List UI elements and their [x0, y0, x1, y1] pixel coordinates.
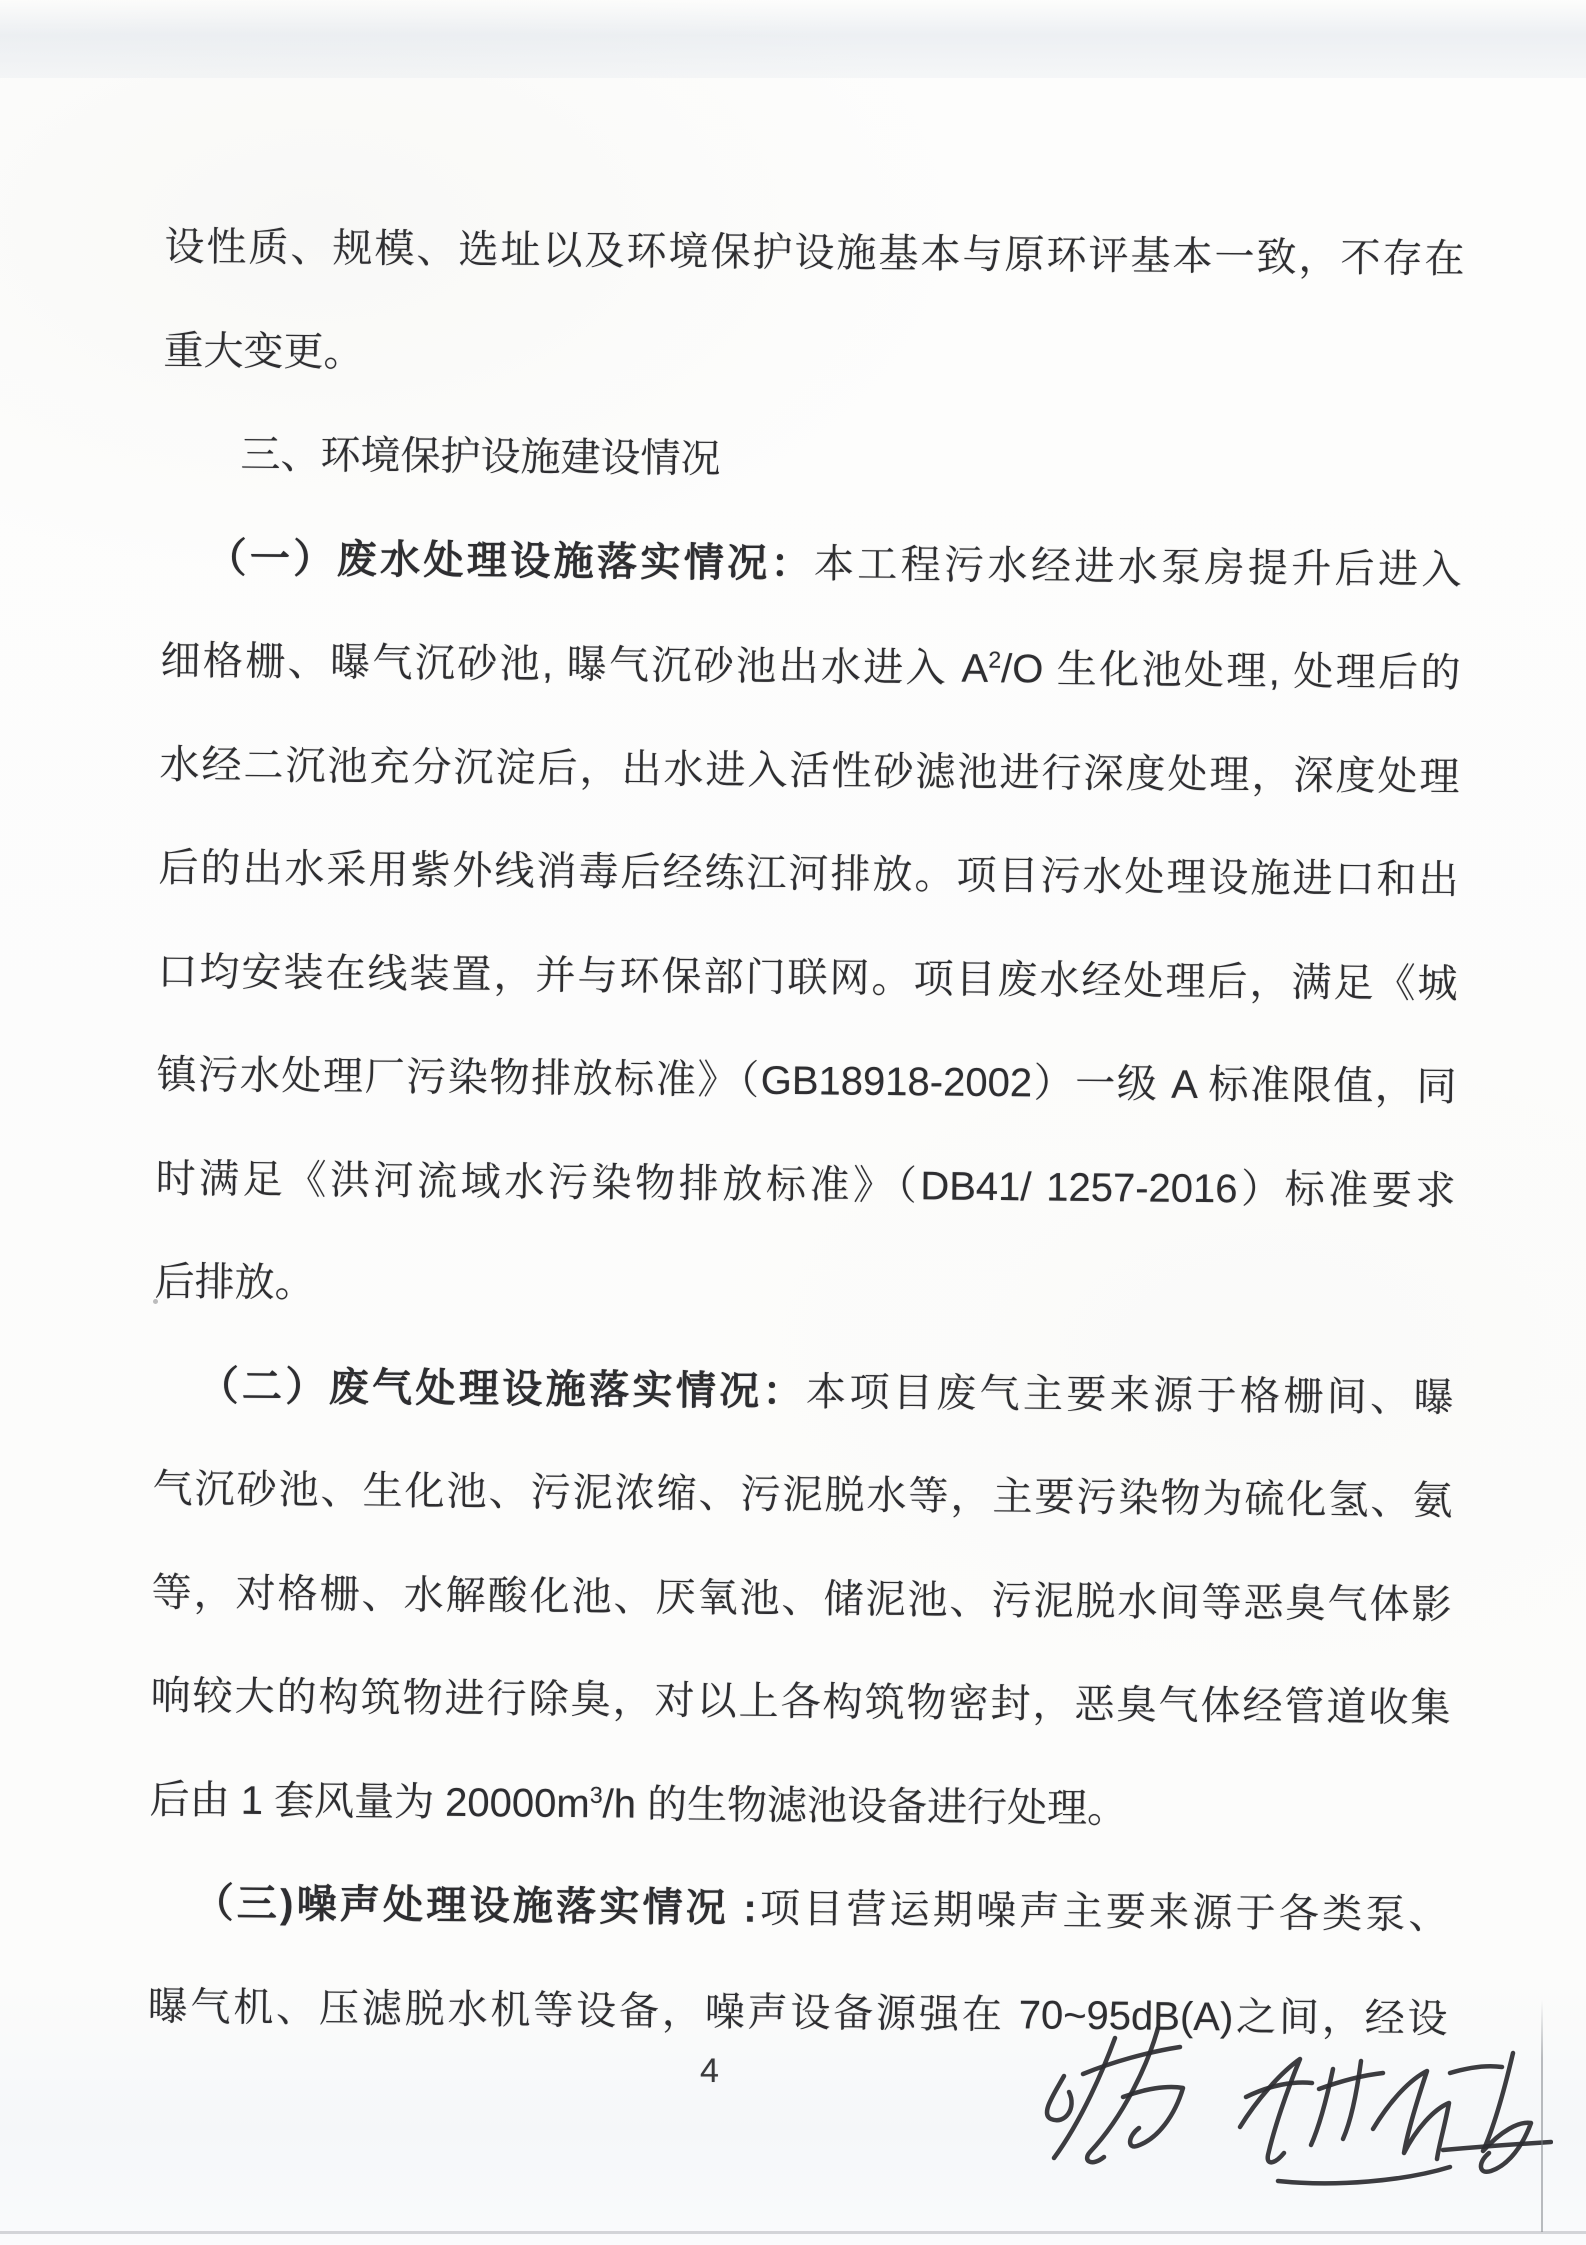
text-line: 后排放。	[154, 1259, 315, 1306]
text-line: （一）废水处理设施落实情况：本工程污水经进水泵房提升后进入	[206, 535, 1462, 592]
text-line: 后由 1 套风量为 $20000m^3/h$ 的生物滤池设备进行处理。	[149, 1777, 1128, 1831]
handwritten-signature-left	[1020, 2020, 1230, 2180]
text-line: 口均安装在线装置，并与环保部门联网。项目废水经处理后，满足《城	[157, 949, 1458, 1006]
text-line: 等，对格栅、水解酸化池、厌氧池、储泥池、污泥脱水间等恶臭气体影	[151, 1570, 1452, 1627]
scan-artifact-bottom-edge	[0, 2231, 1586, 2234]
text-line: 时满足《洪河流域水污染物排放标准》（DB41/ 1257-2016）标准要求	[155, 1156, 1456, 1213]
handwritten-signature-right	[1218, 2035, 1553, 2190]
text-line: 后的出水采用紫外线消毒后经练江河排放。项目污水处理设施进口和出	[158, 845, 1459, 903]
page-number: 4	[700, 2052, 719, 2090]
scan-artifact-speck	[153, 1299, 158, 1304]
text-line: 响较大的构筑物进行除臭，对以上各构筑物密封，恶臭气体经管道收集	[150, 1673, 1451, 1731]
scan-artifact-right-edge	[1541, 2000, 1543, 2232]
text-line: 曝气机、压滤脱水机等设备，噪声设备源强在 70~95dB(A)之间，经设	[147, 1984, 1448, 2041]
text-line: （三)噪声处理设施落实情况 :项目营运期噪声主要来源于各类泵、	[193, 1881, 1449, 1938]
text-line: 细格栅、曝气沉砂池, 曝气沉砂池出水进入 $A^2/O$ 生化池处理, 处理后的	[160, 638, 1461, 696]
scan-artifact-bottom-band	[0, 0, 1586, 78]
text-line: 气沉砂池、生化池、污泥浓缩、污泥脱水等，主要污染物为硫化氢、氨	[152, 1466, 1453, 1524]
section-heading: 三、环境保护设施建设情况	[240, 432, 721, 482]
document-text	[147, 196, 1465, 2071]
text-line: 镇污水处理厂污染物排放标准》（GB18918-2002）一级 A 标准限值，同	[156, 1052, 1457, 1110]
text-line: （二）废气处理设施落实情况：本项目废气主要来源于格栅间、曝	[198, 1363, 1454, 1420]
text-line: 水经二沉池充分沉淀后，出水进入活性砂滤池进行深度处理，深度处理	[159, 742, 1460, 799]
text-line: 设性质、规模、选址以及环境保护设施基本与原环评基本一致，不存在	[164, 224, 1465, 282]
text-line: 重大变更。	[163, 328, 364, 375]
